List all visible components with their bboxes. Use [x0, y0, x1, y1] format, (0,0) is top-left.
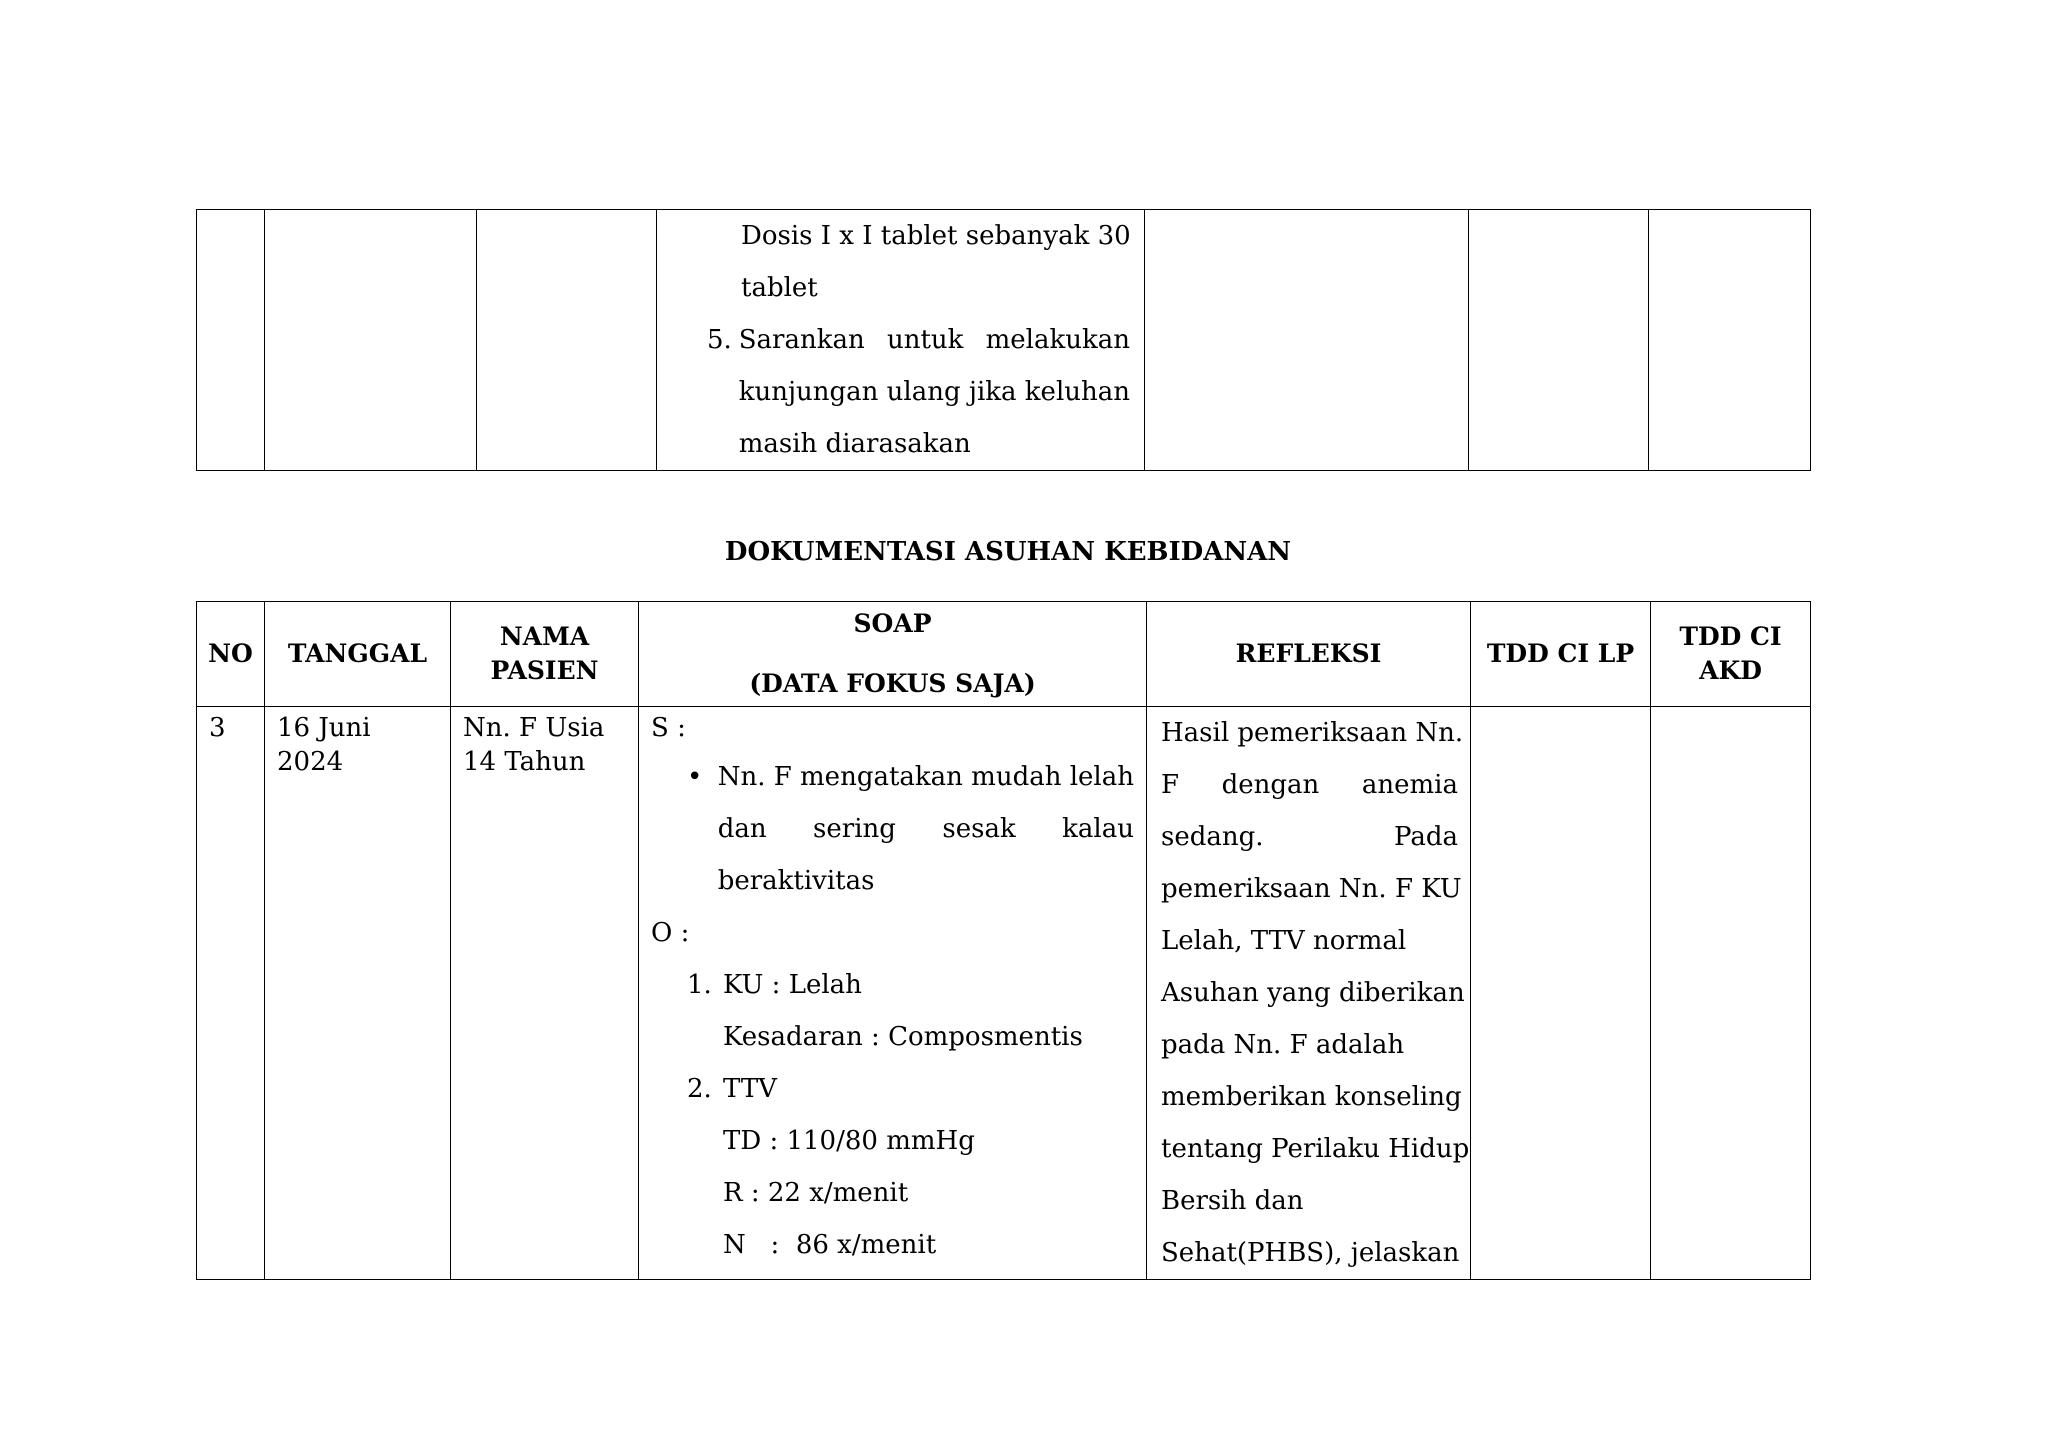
refleksi-line: F dengan anemia: [1161, 770, 1458, 800]
header-akd-line: TDD CI: [1679, 622, 1782, 651]
row-tdd-ci-lp: [1471, 707, 1651, 1280]
cell-tanggal: [265, 210, 477, 471]
plan-line: tablet: [741, 273, 818, 303]
cell-tdd-akd: [1649, 210, 1811, 471]
soap-o-line: Kesadaran : Composmentis: [723, 1022, 1083, 1052]
plan-line: Dosis I x I tablet sebanyak 30: [741, 221, 1131, 251]
refleksi-line: pada Nn. F adalah: [1161, 1030, 1405, 1060]
cell-plan: [657, 210, 1145, 471]
header-row: [197, 602, 1811, 707]
row-tanggal: [265, 707, 451, 1280]
cell-nama: [477, 210, 657, 471]
bullet-icon: •: [687, 762, 703, 792]
plan-line: Sarankan untuk melakukan: [738, 325, 1130, 355]
soap-o-number: 1.: [687, 970, 712, 1000]
header-soap-line: (DATA FOKUS SAJA): [749, 669, 1036, 698]
soap-s-label: S :: [651, 713, 686, 743]
header-nama-line: NAMA: [499, 622, 590, 651]
cell-no: [197, 210, 265, 471]
refleksi-line: Hasil pemeriksaan Nn.: [1161, 718, 1464, 748]
refleksi-line: pemeriksaan Nn. F KU: [1161, 874, 1462, 904]
soap-s-line: beraktivitas: [717, 866, 875, 896]
row-tdd-ci-akd: [1651, 707, 1811, 1280]
header-no: NO: [197, 602, 265, 707]
document-title: DOKUMENTASI ASUHAN KEBIDANAN: [724, 537, 1292, 567]
header-refleksi: REFLEKSI: [1147, 602, 1471, 707]
header-nama-pasien: [451, 602, 639, 707]
header-tdd-ci-akd: [1651, 602, 1811, 707]
soap-o-line: N : 86 x/menit: [723, 1230, 937, 1260]
documentation-table: [196, 601, 1811, 1280]
header-tdd-ci-lp: TDD CI LP: [1471, 602, 1651, 707]
soap-o-line: TTV: [723, 1074, 777, 1104]
header-soap-line: SOAP: [853, 609, 932, 638]
refleksi-line: tentang Perilaku Hidup: [1161, 1134, 1470, 1164]
soap-o-line: R : 22 x/menit: [723, 1178, 909, 1208]
refleksi-line: memberikan konseling: [1161, 1082, 1462, 1112]
header-soap: [639, 602, 1147, 707]
row-tanggal-line: 16 Juni: [277, 713, 371, 743]
refleksi-line: sedang. Pada: [1161, 822, 1458, 852]
header-akd-line: AKD: [1699, 656, 1762, 685]
soap-o-line: TD : 110/80 mmHg: [723, 1126, 975, 1156]
soap-o-number: 2.: [687, 1074, 712, 1104]
row-no: [197, 707, 265, 1280]
refleksi-line: Lelah, TTV normal: [1161, 926, 1407, 956]
row-tanggal-line: 2024: [277, 747, 344, 777]
soap-o-label: O :: [651, 918, 690, 948]
continuation-table: [196, 209, 1811, 471]
soap-s-line: Nn. F mengatakan mudah lelah: [717, 762, 1134, 792]
plan-line: masih diarasakan: [738, 429, 971, 459]
continuation-row: [197, 210, 1811, 471]
row-soap: [639, 707, 1147, 1280]
row-refleksi: [1147, 707, 1471, 1280]
row-nama: [451, 707, 639, 1280]
plan-item-number: 5.: [707, 325, 732, 355]
refleksi-line: Sehat(PHBS), jelaskan: [1161, 1238, 1460, 1268]
header-nama-line: PASIEN: [490, 656, 599, 685]
soap-o-line: KU : Lelah: [723, 970, 862, 1000]
refleksi-line: Asuhan yang diberikan: [1161, 978, 1465, 1008]
row-nama-line: 14 Tahun: [463, 747, 586, 777]
row-nama-line: Nn. F Usia: [463, 713, 605, 743]
refleksi-line: Bersih dan: [1161, 1186, 1304, 1216]
plan-line: kunjungan ulang jika keluhan: [738, 377, 1130, 407]
cell-tdd-lp: [1469, 210, 1649, 471]
soap-s-line: dan sering sesak kalau: [717, 814, 1134, 844]
table-row: [197, 707, 1811, 1280]
cell-refleksi: [1145, 210, 1469, 471]
row-no-value: 3: [209, 713, 226, 743]
header-tanggal: TANGGAL: [265, 602, 451, 707]
